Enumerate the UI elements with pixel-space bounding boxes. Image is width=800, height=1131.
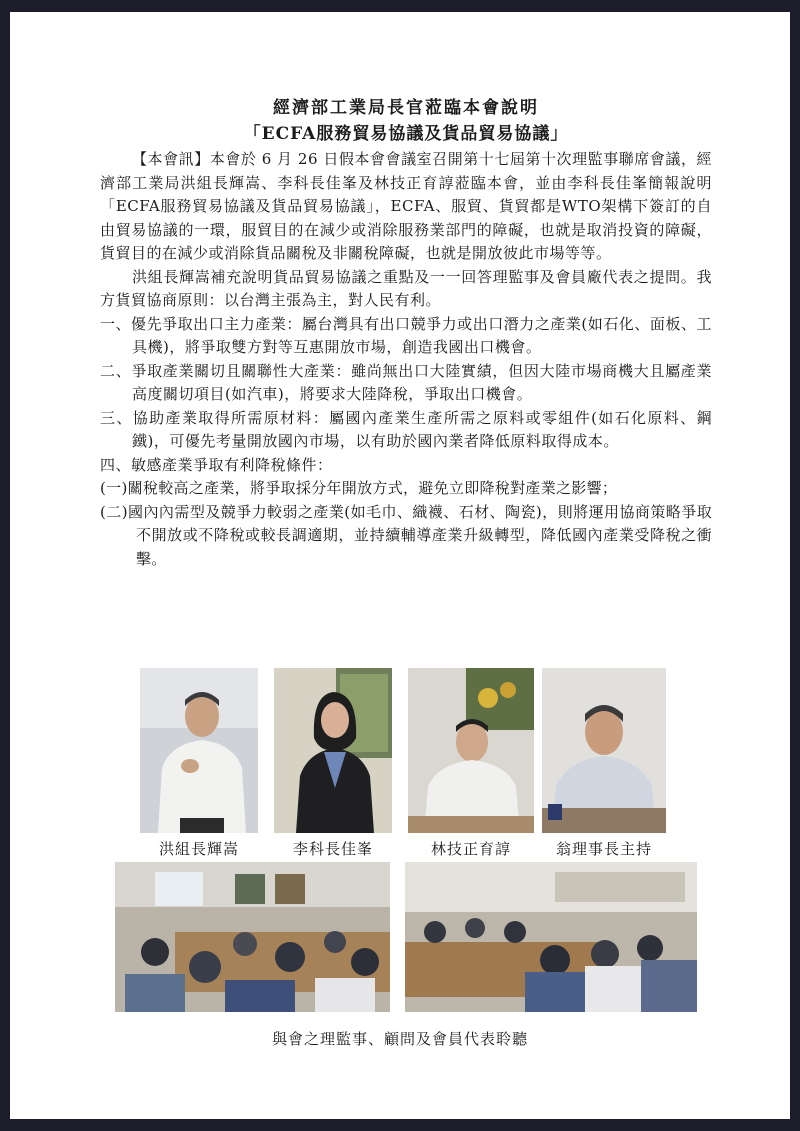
- scan-border-bottom: [0, 1119, 800, 1131]
- sub-list-item: (一)關稅較高之產業，將爭取採分年開放方式，避免立即降稅對產業之影響；: [100, 479, 618, 497]
- photo-speaker-hong: [140, 668, 258, 833]
- article-paragraph-2: 洪組長輝嵩補充說明貨品貿易協議之重點及一一回答理監事及會員廠代表之提問。我方貨貿協商原則：以台灣主張為主，對人民有利。: [100, 267, 712, 309]
- group-photo-caption: 與會之理監事、顧問及會員代表聆聽: [271, 1030, 528, 1048]
- article: [100, 96, 712, 571]
- photo-caption: 翁理事長主持: [555, 840, 652, 858]
- photo-meeting-left: [115, 862, 390, 1012]
- scan-border-left: [0, 0, 10, 1131]
- sub-list-item: (二)國內內需型及競爭力較弱之產業(如毛巾、織襪、石材、陶瓷)，則將運用協商策略爭取不開放或不降稅或較長調適期，並持續輔導產業升級轉型，降低國內產業受降稅之衝擊。: [100, 502, 712, 568]
- list-item: 一、優先爭取出口主力產業：屬台灣具有出口競爭力或出口潛力之產業(如石化、面板、工具機)，將爭取雙方對等互惠開放市場，創造我國出口機會。: [100, 314, 712, 356]
- photo-caption: 李科長佳峯: [292, 840, 373, 858]
- photo-caption: 洪組長輝嵩: [158, 840, 239, 858]
- list-item: 二、爭取產業關切且關聯性大產業：雖尚無出口大陸實績，但因大陸市場商機大且屬產業高度關切項目(如汽車)，將要求大陸降稅，爭取出口機會。: [100, 361, 712, 403]
- article-paragraph-1: 【本會訊】本會於 6 月 26 日假本會會議室召開第十七屆第十次理監事聯席會議，經濟部工業局洪組長輝嵩、李科長佳峯及林技正育諄蒞臨本會，並由李科長佳峯簡報說明「ECFA服務貿易協議及貨品貿易協議」，ECFA、服貿、貨貿都是WTO架構下簽訂的自由貿易協議的一環，服貿目的在減少或消除服務業部門的障礙，也就是取消投資的障礙，貨貿目的在減少或消除貨品關稅及非關稅障礙，也就是開放彼此市場等等。: [100, 150, 712, 262]
- list-item: 四、敏感產業爭取有利降稅條件：: [100, 455, 333, 474]
- photo-caption: 林技正育諄: [430, 840, 511, 858]
- list-item: 三、協助產業取得所需原材料：屬國內產業生產所需之原料或零組件(如石化原料、鋼鐵)，可優先考量開放國內市場，以有助於國內業者降低原料取得成本。: [100, 408, 712, 450]
- scan-border-right: [790, 0, 800, 1131]
- photo-chairman-weng: [542, 668, 666, 833]
- photo-speaker-lin: [408, 668, 534, 833]
- photo-speaker-lee: [274, 668, 392, 833]
- article-subtitle: 「ECFA服務貿易協議及貨品貿易協議」: [243, 124, 569, 144]
- photo-meeting-right: [405, 862, 697, 1012]
- scan-border-top: [0, 0, 800, 12]
- article-title: 經濟部工業局長官蒞臨本會說明: [273, 98, 539, 118]
